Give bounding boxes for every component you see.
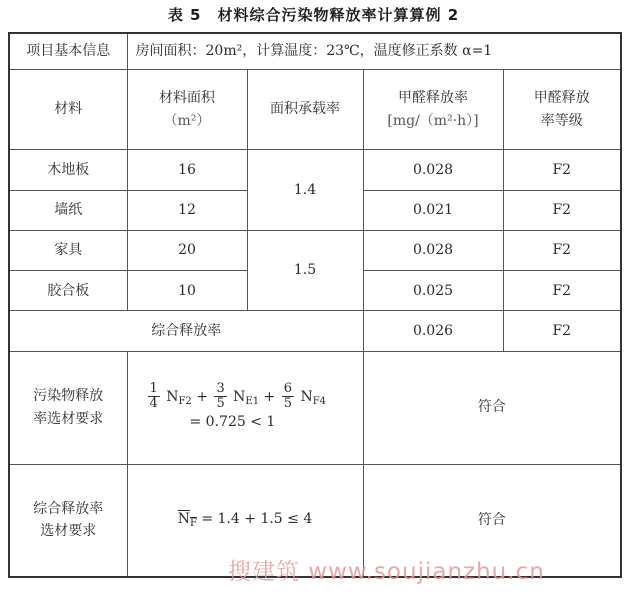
req2-label-line1: 综合释放率 bbox=[33, 500, 104, 517]
header-area-line1: 材料面积 bbox=[159, 90, 215, 107]
combined-grade: F2 bbox=[503, 311, 621, 351]
fraction-2: $\frac{3}{5}$ bbox=[216, 380, 225, 411]
table-row bbox=[9, 230, 621, 270]
combined-row bbox=[9, 311, 621, 351]
area-cell: 16 bbox=[127, 150, 247, 190]
header-area bbox=[127, 69, 247, 150]
requirement-row-1 bbox=[9, 351, 621, 464]
rate-cell: 0.025 bbox=[363, 271, 503, 311]
fraction-1: $\frac{1}{4}$ bbox=[149, 380, 158, 411]
req2-label-line2: 选材要求 bbox=[40, 523, 97, 540]
header-rate-line1: 甲醛释放率 bbox=[398, 90, 468, 107]
grade-cell: F2 bbox=[503, 271, 621, 311]
header-rate-line2: [mg/（m²·h）] bbox=[387, 112, 479, 129]
load-cell: 1.5 bbox=[247, 230, 363, 311]
req1-formula-line1: $\frac{1}{4}$ $N_{F2}$ + $\frac{3}{5}$ $N_{E1}$ + $\frac{6}{5}$ $N_{F4}$ bbox=[149, 380, 327, 411]
grade-cell: F2 bbox=[503, 190, 621, 230]
header-grade bbox=[503, 69, 621, 150]
header-area-line2: （m²） bbox=[163, 112, 211, 129]
header-grade-line2: 率等级 bbox=[540, 112, 583, 129]
nf-symbol: $N_F$ bbox=[177, 511, 197, 530]
watermark-text: 搜建筑 www.soujianzhu.cn bbox=[228, 559, 545, 585]
req2-label bbox=[9, 464, 127, 577]
material-cell: 墙纸 bbox=[9, 190, 127, 230]
combined-label: 综合释放率 bbox=[9, 311, 363, 351]
info-value: 房间面积：20m²，计算温度：23℃，温度修正系数 α=1 bbox=[127, 33, 621, 69]
req2-verdict: 符合 bbox=[363, 464, 621, 577]
info-row bbox=[9, 33, 621, 69]
grade-cell: F2 bbox=[503, 230, 621, 270]
fraction-3: $\frac{6}{5}$ bbox=[283, 380, 293, 411]
req1-verdict: 符合 bbox=[363, 351, 621, 464]
req1-label bbox=[9, 351, 127, 464]
req1-result: = 0.725 < 1 bbox=[189, 414, 276, 431]
info-label: 项目基本信息 bbox=[9, 33, 127, 69]
load-cell: 1.4 bbox=[247, 150, 363, 231]
calculation-table bbox=[8, 32, 622, 578]
req1-formula bbox=[127, 351, 363, 464]
material-cell: 家具 bbox=[9, 230, 127, 270]
area-cell: 10 bbox=[127, 271, 247, 311]
material-cell: 胶合板 bbox=[9, 271, 127, 311]
header-material: 材料 bbox=[9, 69, 127, 150]
area-cell: 20 bbox=[127, 230, 247, 270]
header-row bbox=[9, 69, 621, 150]
req1-label-line2: 率选材要求 bbox=[33, 410, 104, 427]
table-row bbox=[9, 150, 621, 190]
rate-cell: 0.028 bbox=[363, 150, 503, 190]
combined-rate: 0.026 bbox=[363, 311, 503, 351]
rate-cell: 0.021 bbox=[363, 190, 503, 230]
grade-cell: F2 bbox=[503, 150, 621, 190]
req2-expr: = 1.4 + 1.5 ≤ 4 bbox=[201, 511, 313, 528]
header-rate bbox=[363, 69, 503, 150]
material-cell: 木地板 bbox=[9, 150, 127, 190]
header-grade-line1: 甲醛释放 bbox=[533, 90, 590, 107]
rate-cell: 0.028 bbox=[363, 230, 503, 270]
area-cell: 12 bbox=[127, 190, 247, 230]
header-load: 面积承载率 bbox=[247, 69, 363, 150]
table-title: 表 5 材料综合污染物释放率计算算例 2 bbox=[167, 6, 460, 24]
req1-label-line1: 污染物释放 bbox=[33, 388, 104, 405]
